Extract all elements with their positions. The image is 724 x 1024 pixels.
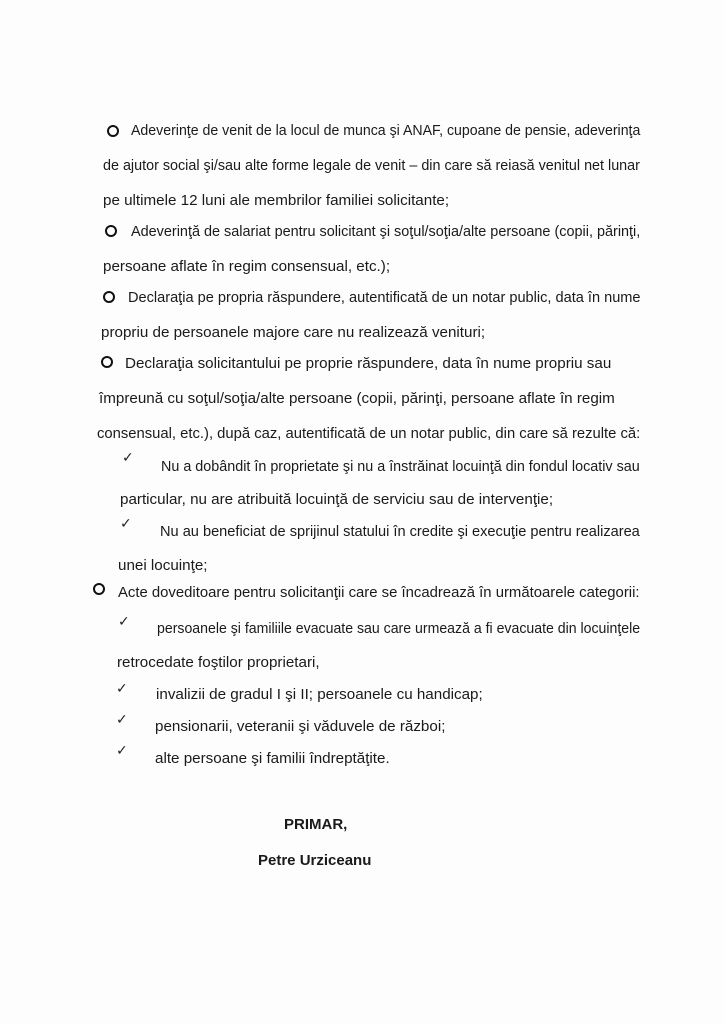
item-5-sub-4-line-1: alte persoane şi familii îndreptăţite. [155,750,390,767]
item-1-line-2: de ajutor social şi/sau alte forme legale de venit – din care să reiasă venitul net lunar [103,157,640,174]
item-2-line-1: Adeverinţă de salariat pentru solicitant şi soţul/soţia/alte persoane (copii, părinţi, [131,223,641,240]
bullet-circle-icon [105,225,117,237]
bullet-circle-icon [103,291,115,303]
bullet-circle-icon [107,125,119,137]
item-2-line-2: persoane aflate în regim consensual, etc.); [103,258,391,275]
item-4-sub-1-line-2: particular, nu are atribuită locuinţă de serviciu sau de intervenţie; [120,491,554,508]
item-3-line-1: Declaraţia pe propria răspundere, autentificată de un notar public, data în nume [128,289,641,306]
item-4-sub-2-line-1: Nu au beneficiat de sprijinul statului în credite şi execuţie pentru realizarea [160,523,640,540]
item-3-line-2: propriu de persoanele majore care nu realizează venituri; [101,324,486,341]
item-5-sub-2-line-1: invalizii de gradul I şi II; persoanele cu handicap; [156,686,483,703]
item-4-line-1: Declaraţia solicitantului pe proprie răspundere, data în nume propriu sau [125,355,612,372]
bullet-circle-icon [93,583,105,595]
item-5-sub-3-line-1: pensionarii, veteranii şi văduvele de război; [155,718,446,735]
signature-title: PRIMAR, [284,816,348,833]
item-5-line-1: Acte doveditoare pentru solicitanţii care se încadrează în următoarele categorii: [118,584,640,601]
item-5-sub-1-line-2: retrocedate foştilor proprietari, [117,654,320,671]
checkmark-icon: ✓ [116,712,128,728]
item-5-sub-1-line-1: persoanele şi familiile evacuate sau care urmează a fi evacuate din locuinţele [157,620,641,637]
checkmark-icon: ✓ [120,516,132,532]
item-4-sub-1-line-1: Nu a dobândit în proprietate şi nu a înstrăinat locuinţă din fondul locativ sau [161,458,640,475]
checkmark-icon: ✓ [118,614,130,630]
item-4-line-2: împreună cu soţul/soţia/alte persoane (copii, părinţi, persoane aflate în regim [99,390,615,407]
bullet-circle-icon [101,356,113,368]
item-4-line-3: consensual, etc.), după caz, autentificată de un notar public, din care să rezulte că: [97,425,641,442]
checkmark-icon: ✓ [122,450,134,466]
checkmark-icon: ✓ [116,743,128,759]
item-4-sub-2-line-2: unei locuinţe; [118,557,208,574]
signature-name: Petre Urziceanu [258,852,372,869]
item-1-line-1: Adeverinţe de venit de la locul de munca şi ANAF, cupoane de pensie, adeverinţa [131,122,641,139]
checkmark-icon: ✓ [116,681,128,697]
item-1-line-3: pe ultimele 12 luni ale membrilor familiei solicitante; [103,192,450,209]
